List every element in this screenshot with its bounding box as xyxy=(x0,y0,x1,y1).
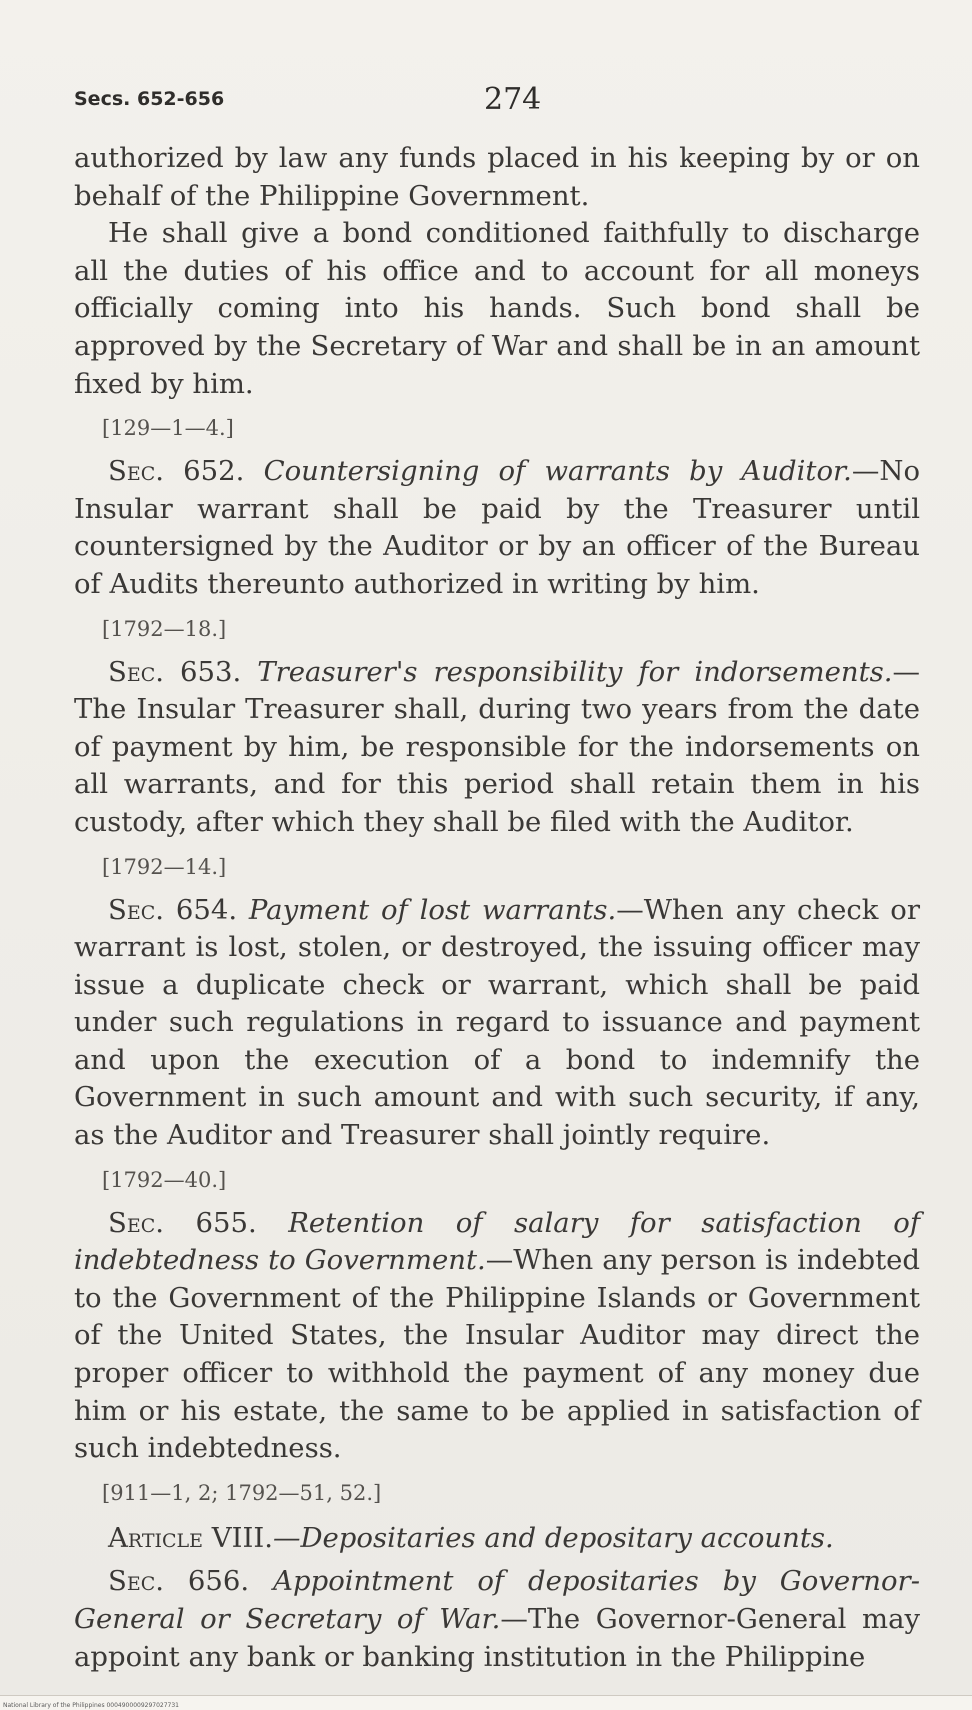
section-652-heading: Countersigning of warrants by Auditor. xyxy=(263,455,852,488)
section-652 xyxy=(74,453,920,603)
section-655-heading: Retention of salary for satisfaction of indebtedness to Government. xyxy=(74,1206,920,1277)
section-654 xyxy=(74,892,920,1155)
citation-1792-40: [1792—40.] xyxy=(102,1167,227,1192)
section-653-heading: Treasurer's responsibility for indorsements. xyxy=(257,655,893,688)
scan-footer-text: National Library of the Philippines 0004900009297027731 xyxy=(3,1702,180,1709)
section-654-text: —When any check or warrant is lost, stolen, or destroyed, the issuing officer may issue a duplicate check or warrant, which shall be paid under such regulations in regard to issuance and payment and upon the execution of a bond to indemnify the Government in such amount and with such security, if any, as the Auditor and Treasurer shall jointly require. xyxy=(74,893,920,1152)
paragraph-continuation: authorized by law any funds placed in his keeping by or on behalf of the Philippine Government. xyxy=(74,142,920,212)
section-656 xyxy=(74,1563,920,1676)
paragraph-bond: He shall give a bond conditioned faithfully to discharge all the duties of his office and to account for all moneys officially coming into his hands. Such bond shall be approved by the Secretary of War and shall be in an amount fixed by him. xyxy=(74,217,920,400)
section-range: Secs. 652-656 xyxy=(74,88,225,110)
page-number: 274 xyxy=(484,82,542,117)
section-655-text: —When any person is indebted to the Government of the Philippine Islands or Government of the United States, the Insular Auditor may direct the proper officer to withhold the payment of any money due him or his estate, the same to be applied in satisfaction of such indebtedness. xyxy=(74,1244,920,1465)
section-653-label: Sec. 653. xyxy=(108,655,242,688)
scan-footer xyxy=(0,1695,972,1710)
article-title: —Depositaries and depositary accounts. xyxy=(272,1521,834,1554)
citation-129: [129—1—4.] xyxy=(102,416,234,441)
section-652-text: —No Insular warrant shall be paid by the Treasurer until countersigned by the Auditor or by an officer of the Bureau of Audits thereunto authorized in writing by him. xyxy=(74,455,920,600)
article-viii-heading xyxy=(74,1520,920,1558)
page-body xyxy=(74,140,920,1676)
section-655-label: Sec. 655. xyxy=(108,1206,257,1239)
section-653-text: —The Insular Treasurer shall, during two years from the date of payment by him, be responsible for the indorsements on all warrants, and for this period shall retain them in his custody, after which they shall be filed with the Auditor. xyxy=(74,655,920,838)
section-654-heading: Payment of lost warrants. xyxy=(248,893,617,926)
section-654-label: Sec. 654. xyxy=(108,893,238,926)
article-label: Article VIII. xyxy=(108,1521,273,1554)
section-653 xyxy=(74,654,920,842)
section-655 xyxy=(74,1205,920,1468)
section-652-label: Sec. 652. xyxy=(108,455,245,488)
section-656-text: —The Governor-General may appoint any bank or banking institution in the Philippine xyxy=(74,1603,920,1673)
section-656-label: Sec. 656. xyxy=(108,1565,250,1598)
page-header xyxy=(74,82,874,122)
section-656-heading: Appointment of depositaries by Governor-General or Secretary of War. xyxy=(74,1565,920,1635)
citation-911: [911—1, 2; 1792—51, 52.] xyxy=(102,1480,382,1505)
citation-1792-18: [1792—18.] xyxy=(102,616,227,641)
citation-1792-14: [1792—14.] xyxy=(102,854,227,879)
